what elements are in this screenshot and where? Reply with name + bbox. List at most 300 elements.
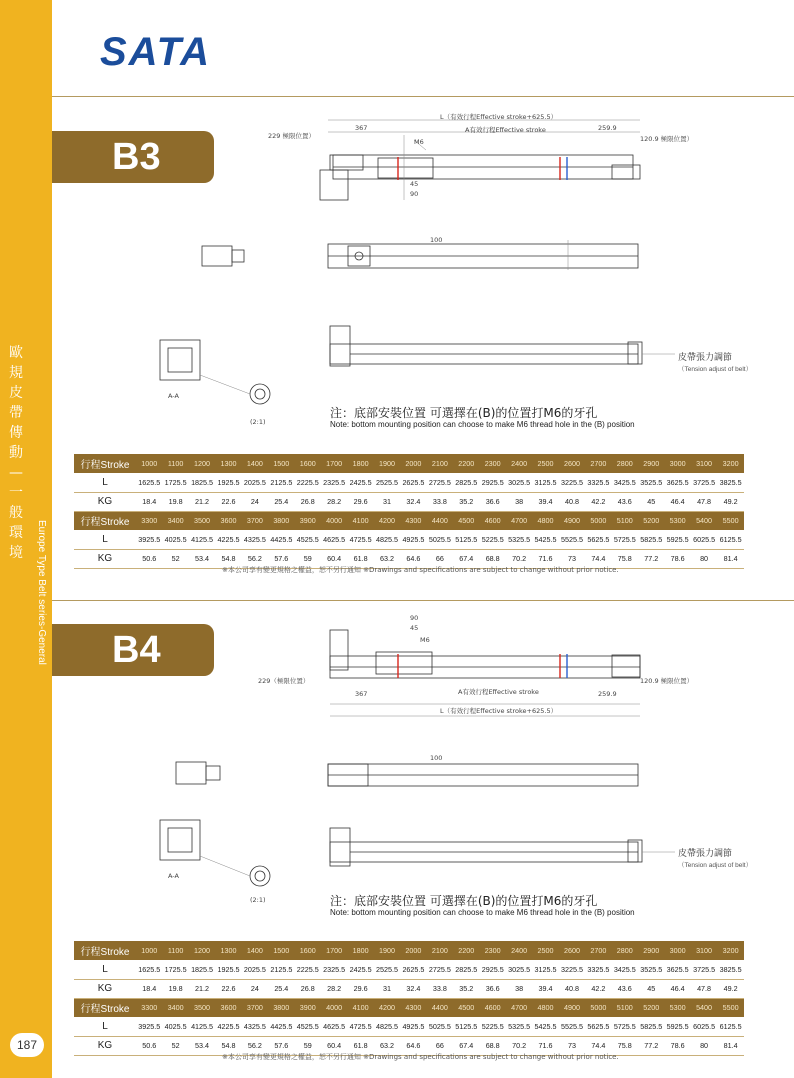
table-cell: 52: [162, 549, 188, 568]
spec-table-b4: [74, 941, 744, 1056]
note-cn: 注：底部安裝位置 可選擇在(B)的位置打M6的牙孔: [330, 406, 598, 420]
table-cell: 3100: [691, 941, 717, 960]
table-cell: 5425.5: [532, 530, 558, 549]
table-cell: 4125.5: [189, 530, 215, 549]
table-cell: 59: [295, 1036, 321, 1055]
table-row-l: [74, 530, 744, 549]
table-cell: 4325.5: [242, 530, 268, 549]
table-cell: 4200: [374, 511, 400, 530]
row-header: KG: [74, 979, 136, 998]
table-cell: 5125.5: [453, 1017, 479, 1036]
table-cell: 5300: [664, 998, 690, 1017]
table-cell: 5725.5: [612, 1017, 638, 1036]
table-cell: 1400: [242, 941, 268, 960]
table-row-stroke: [74, 941, 744, 960]
table-cell: 4100: [347, 511, 373, 530]
label-dim-90: 90: [410, 190, 419, 198]
table-cell: 57.6: [268, 1036, 294, 1055]
table-cell: 19.8: [162, 979, 188, 998]
table-cell: 3600: [215, 998, 241, 1017]
table-cell: 61.8: [347, 549, 373, 568]
table-cell: 19.8: [162, 492, 188, 511]
table-cell: 5725.5: [612, 530, 638, 549]
table-cell: 38: [506, 979, 532, 998]
table-cell: 40.8: [559, 979, 585, 998]
table-cell: 5025.5: [427, 1017, 453, 1036]
table-cell: 5925.5: [664, 530, 690, 549]
table-cell: 3625.5: [664, 473, 690, 492]
table-cell: 3700: [242, 998, 268, 1017]
table-cell: 5025.5: [427, 530, 453, 549]
table-cell: 1725.5: [162, 960, 188, 979]
table-cell: 32.4: [400, 492, 426, 511]
table-cell: 5225.5: [479, 530, 505, 549]
table-cell: 75.8: [612, 1036, 638, 1055]
table-cell: 25.4: [268, 492, 294, 511]
table-cell: 28.2: [321, 492, 347, 511]
table-cell: 5300: [664, 511, 690, 530]
table-cell: 49.2: [717, 979, 744, 998]
table-cell: 1300: [215, 454, 241, 473]
table-cell: 35.2: [453, 979, 479, 998]
table-cell: 1900: [374, 941, 400, 960]
table-cell: 1400: [242, 454, 268, 473]
table-cell: 50.6: [136, 1036, 162, 1055]
table-row-l: [74, 960, 744, 979]
table-cell: 26.8: [295, 492, 321, 511]
table-cell: 5500: [717, 998, 744, 1017]
table-cell: 1825.5: [189, 960, 215, 979]
table-cell: 60.4: [321, 549, 347, 568]
table-cell: 70.2: [506, 1036, 532, 1055]
table-cell: 2625.5: [400, 473, 426, 492]
row-header: KG: [74, 1036, 136, 1055]
table-cell: 3225.5: [559, 473, 585, 492]
table-cell: 1925.5: [215, 960, 241, 979]
table-cell: 6125.5: [717, 1017, 744, 1036]
table-cell: 4525.5: [295, 530, 321, 549]
table-cell: 3825.5: [717, 960, 744, 979]
table-cell: 4600: [479, 511, 505, 530]
table-cell: 52: [162, 1036, 188, 1055]
table-cell: 3125.5: [532, 473, 558, 492]
table-cell: 6125.5: [717, 530, 744, 549]
table-cell: 5325.5: [506, 530, 532, 549]
label-dim-367: 367: [355, 690, 368, 698]
table-cell: 5825.5: [638, 1017, 664, 1036]
table-cell: 5000: [585, 998, 611, 1017]
table-cell: 73: [559, 549, 585, 568]
label-detail-scale: (2:1): [250, 896, 266, 904]
table-cell: 3025.5: [506, 473, 532, 492]
table-cell: 21.2: [189, 979, 215, 998]
table-cell: 2825.5: [453, 960, 479, 979]
table-cell: 1625.5: [136, 960, 162, 979]
table-row-stroke: [74, 998, 744, 1017]
table-cell: 4300: [400, 511, 426, 530]
model-badge-b4: [52, 624, 214, 676]
table-cell: 74.4: [585, 549, 611, 568]
table-cell: 50.6: [136, 549, 162, 568]
label-limit-left: 229 極限位置）: [268, 132, 315, 140]
label-dim-90: 90: [410, 614, 419, 622]
table-cell: 49.2: [717, 492, 744, 511]
table-cell: 3800: [268, 511, 294, 530]
table-cell: 1100: [162, 941, 188, 960]
table-cell: 4025.5: [162, 1017, 188, 1036]
table-cell: 2100: [427, 454, 453, 473]
table-cell: 4500: [453, 998, 479, 1017]
table-cell: 2700: [585, 454, 611, 473]
row-header: KG: [74, 492, 136, 511]
table-cell: 33.8: [427, 492, 453, 511]
table-cell: 3500: [189, 511, 215, 530]
table-cell: 1700: [321, 454, 347, 473]
table-cell: 4825.5: [374, 530, 400, 549]
table-cell: 53.4: [189, 549, 215, 568]
table-cell: 2425.5: [347, 960, 373, 979]
table-cell: 3400: [162, 998, 188, 1017]
table-cell: 4900: [559, 511, 585, 530]
table-cell: 3225.5: [559, 960, 585, 979]
table-cell: 71.6: [532, 1036, 558, 1055]
table-cell: 2300: [479, 454, 505, 473]
tension-label-cn: 皮帶張力調節: [678, 849, 733, 859]
row-header: 行程Stroke: [74, 454, 136, 473]
table-cell: 3325.5: [585, 960, 611, 979]
table-cell: 2800: [612, 941, 638, 960]
table-cell: 53.4: [189, 1036, 215, 1055]
table-cell: 4800: [532, 998, 558, 1017]
table-cell: 4300: [400, 998, 426, 1017]
table-cell: 2725.5: [427, 473, 453, 492]
table-cell: 32.4: [400, 979, 426, 998]
table-cell: 4100: [347, 998, 373, 1017]
table-cell: 3000: [664, 454, 690, 473]
table-cell: 1000: [136, 941, 162, 960]
table-cell: 1900: [374, 454, 400, 473]
table-cell: 80: [691, 1036, 717, 1055]
category-title-cn: 歐規皮帶傳動 — 一般環境: [9, 345, 23, 561]
table-cell: 22.6: [215, 492, 241, 511]
table-cell: 2600: [559, 454, 585, 473]
table-row-kg: [74, 492, 744, 511]
table-cell: 1825.5: [189, 473, 215, 492]
table-cell: 42.2: [585, 979, 611, 998]
section-divider-b3: [52, 96, 794, 97]
table-cell: 4925.5: [400, 530, 426, 549]
label-limit-right: 120.9 極限位置）: [640, 677, 694, 685]
label-stroke-total: L（有效行程Effective stroke+625.5）: [440, 707, 558, 715]
table-cell: 2225.5: [295, 960, 321, 979]
table-cell: 2025.5: [242, 473, 268, 492]
table-cell: 3925.5: [136, 1017, 162, 1036]
table-cell: 66: [427, 549, 453, 568]
table-cell: 5425.5: [532, 1017, 558, 1036]
table-cell: 18.4: [136, 979, 162, 998]
model-name: B4: [112, 629, 161, 671]
table-cell: 4400: [427, 998, 453, 1017]
table-cell: 2500: [532, 454, 558, 473]
table-cell: 5100: [612, 511, 638, 530]
row-header: L: [74, 473, 136, 492]
label-dim-100: 100: [430, 236, 443, 244]
row-header: L: [74, 1017, 136, 1036]
table-cell: 29.6: [347, 979, 373, 998]
table-cell: 3425.5: [612, 960, 638, 979]
table-cell: 42.2: [585, 492, 611, 511]
table-cell: 36.6: [479, 492, 505, 511]
table-cell: 4925.5: [400, 1017, 426, 1036]
table-cell: 31: [374, 979, 400, 998]
label-dim-45: 45: [410, 624, 419, 632]
table-cell: 80: [691, 549, 717, 568]
table-cell: 4200: [374, 998, 400, 1017]
table-cell: 39.4: [532, 979, 558, 998]
label-dim-259: 259.9: [598, 124, 617, 132]
row-header: 行程Stroke: [74, 998, 136, 1017]
table-row-stroke: [74, 511, 744, 530]
table-cell: 59: [295, 549, 321, 568]
table-cell: 38: [506, 492, 532, 511]
table-cell: 4325.5: [242, 1017, 268, 1036]
table-cell: 25.4: [268, 979, 294, 998]
table-cell: 3725.5: [691, 473, 717, 492]
table-cell: 74.4: [585, 1036, 611, 1055]
table-cell: 3025.5: [506, 960, 532, 979]
table-cell: 2925.5: [479, 473, 505, 492]
table-cell: 5000: [585, 511, 611, 530]
table-cell: 3525.5: [638, 960, 664, 979]
table-cell: 3700: [242, 511, 268, 530]
table-cell: 33.8: [427, 979, 453, 998]
label-limit-left: 229（極限位置）: [258, 677, 310, 685]
table-cell: 4225.5: [215, 530, 241, 549]
table-cell: 2925.5: [479, 960, 505, 979]
table-cell: 1725.5: [162, 473, 188, 492]
table-cell: 45: [638, 492, 664, 511]
table-cell: 35.2: [453, 492, 479, 511]
row-header: L: [74, 960, 136, 979]
table-cell: 64.6: [400, 1036, 426, 1055]
table-cell: 3425.5: [612, 473, 638, 492]
table-cell: 45: [638, 979, 664, 998]
table-cell: 81.4: [717, 549, 744, 568]
table-cell: 4725.5: [347, 530, 373, 549]
tension-label-en: （Tension adjust of belt）: [678, 862, 753, 869]
table-cell: 2200: [453, 454, 479, 473]
model-name: B3: [112, 136, 161, 178]
table-cell: 1600: [295, 454, 321, 473]
table-cell: 2425.5: [347, 473, 373, 492]
table-cell: 3725.5: [691, 960, 717, 979]
note-cn: 注：底部安裝位置 可選擇在(B)的位置打M6的牙孔: [330, 894, 598, 908]
table-cell: 2525.5: [374, 473, 400, 492]
table-cell: 5200: [638, 998, 664, 1017]
table-cell: 4725.5: [347, 1017, 373, 1036]
table-cell: 3200: [717, 454, 744, 473]
table-cell: 2000: [400, 454, 426, 473]
label-dim-259: 259.9: [598, 690, 617, 698]
model-badge-b3: [52, 131, 214, 183]
table-cell: 21.2: [189, 492, 215, 511]
table-cell: 1800: [347, 941, 373, 960]
table-cell: 1600: [295, 941, 321, 960]
table-cell: 1925.5: [215, 473, 241, 492]
tension-label-en: （Tension adjust of belt）: [678, 366, 753, 373]
spec-table-b3: [74, 454, 744, 569]
table-cell: 71.6: [532, 549, 558, 568]
table-cell: 2400: [506, 941, 532, 960]
table-cell: 29.6: [347, 492, 373, 511]
table-cell: 66: [427, 1036, 453, 1055]
table-cell: 2025.5: [242, 960, 268, 979]
table-cell: 4700: [506, 998, 532, 1017]
table-cell: 77.2: [638, 1036, 664, 1055]
table-cell: 4000: [321, 998, 347, 1017]
table-cell: 3000: [664, 941, 690, 960]
label-stroke-effective: A有效行程Effective stroke: [465, 126, 546, 134]
table-cell: 54.8: [215, 1036, 241, 1055]
label-detail-scale: (2:1): [250, 418, 266, 426]
table-cell: 5400: [691, 998, 717, 1017]
table-cell: 18.4: [136, 492, 162, 511]
table-cell: 40.8: [559, 492, 585, 511]
label-section-aa: A-A: [168, 872, 179, 880]
table-cell: 1300: [215, 941, 241, 960]
label-section-aa: A-A: [168, 392, 179, 400]
table-cell: 2500: [532, 941, 558, 960]
label-m6: M6: [420, 636, 430, 644]
category-title-en: Europe Type Belt series-General: [36, 520, 47, 665]
table-cell: 68.8: [479, 549, 505, 568]
table-cell: 2525.5: [374, 960, 400, 979]
table-cell: 57.6: [268, 549, 294, 568]
table-row-stroke: [74, 454, 744, 473]
table-cell: 47.8: [691, 979, 717, 998]
table-cell: 81.4: [717, 1036, 744, 1055]
table-cell: 1000: [136, 454, 162, 473]
table-cell: 2900: [638, 454, 664, 473]
brand-logo: SATA: [100, 30, 211, 74]
table-cell: 3825.5: [717, 473, 744, 492]
table-cell: 47.8: [691, 492, 717, 511]
table-cell: 5500: [717, 511, 744, 530]
table-cell: 5200: [638, 511, 664, 530]
table-cell: 1800: [347, 454, 373, 473]
table-cell: 1625.5: [136, 473, 162, 492]
tension-label-cn: 皮帶張力調節: [678, 353, 733, 363]
table-cell: 4625.5: [321, 530, 347, 549]
table-cell: 28.2: [321, 979, 347, 998]
table-cell: 1700: [321, 941, 347, 960]
table-cell: 56.2: [242, 1036, 268, 1055]
table-cell: 75.8: [612, 549, 638, 568]
table-cell: 4525.5: [295, 1017, 321, 1036]
table-cell: 4700: [506, 511, 532, 530]
table-cell: 3300: [136, 998, 162, 1017]
table-cell: 2100: [427, 941, 453, 960]
table-cell: 3900: [295, 998, 321, 1017]
row-header: 行程Stroke: [74, 941, 136, 960]
table-cell: 5125.5: [453, 530, 479, 549]
table-cell: 5100: [612, 998, 638, 1017]
table-cell: 3200: [717, 941, 744, 960]
table-cell: 3625.5: [664, 960, 690, 979]
table-cell: 2400: [506, 454, 532, 473]
table-cell: 31: [374, 492, 400, 511]
table-cell: 4125.5: [189, 1017, 215, 1036]
table-cell: 2600: [559, 941, 585, 960]
label-dim-367: 367: [355, 124, 368, 132]
table-cell: 4825.5: [374, 1017, 400, 1036]
row-header: KG: [74, 549, 136, 568]
table-cell: 4425.5: [268, 530, 294, 549]
table-cell: 5525.5: [559, 530, 585, 549]
table-cell: 4225.5: [215, 1017, 241, 1036]
table-cell: 2125.5: [268, 473, 294, 492]
table-cell: 3125.5: [532, 960, 558, 979]
table-cell: 2300: [479, 941, 505, 960]
row-header: 行程Stroke: [74, 511, 136, 530]
table-row-kg: [74, 979, 744, 998]
table-cell: 5400: [691, 511, 717, 530]
table-cell: 2725.5: [427, 960, 453, 979]
table-cell: 36.6: [479, 979, 505, 998]
table-cell: 4000: [321, 511, 347, 530]
table-cell: 2625.5: [400, 960, 426, 979]
table-cell: 70.2: [506, 549, 532, 568]
table-cell: 3400: [162, 511, 188, 530]
table-cell: 4400: [427, 511, 453, 530]
table-row-l: [74, 1017, 744, 1036]
table-cell: 46.4: [664, 492, 690, 511]
table-cell: 64.6: [400, 549, 426, 568]
table-cell: 1500: [268, 454, 294, 473]
table-cell: 6025.5: [691, 1017, 717, 1036]
table-cell: 2700: [585, 941, 611, 960]
table-cell: 5925.5: [664, 1017, 690, 1036]
table-cell: 78.6: [664, 1036, 690, 1055]
table-cell: 61.8: [347, 1036, 373, 1055]
table-cell: 3525.5: [638, 473, 664, 492]
table-cell: 5625.5: [585, 530, 611, 549]
table-cell: 4625.5: [321, 1017, 347, 1036]
table-cell: 2325.5: [321, 473, 347, 492]
table-cell: 60.4: [321, 1036, 347, 1055]
table-cell: 24: [242, 492, 268, 511]
table-cell: 24: [242, 979, 268, 998]
disclaimer: ※本公司享有變更規格之權益，恕不另行通知 ※Drawings and specifications are subject to change without prior notice.: [222, 566, 619, 574]
table-cell: 4425.5: [268, 1017, 294, 1036]
table-cell: 4800: [532, 511, 558, 530]
table-cell: 6025.5: [691, 530, 717, 549]
note-en: Note: bottom mounting position can choose to make M6 thread hole in the (B) position: [330, 420, 635, 429]
table-cell: 2125.5: [268, 960, 294, 979]
label-dim-100: 100: [430, 754, 443, 762]
table-cell: 3300: [136, 511, 162, 530]
table-cell: 67.4: [453, 549, 479, 568]
table-cell: 63.2: [374, 1036, 400, 1055]
table-cell: 5325.5: [506, 1017, 532, 1036]
table-cell: 2200: [453, 941, 479, 960]
label-m6: M6: [414, 138, 424, 146]
table-cell: 3900: [295, 511, 321, 530]
table-cell: 46.4: [664, 979, 690, 998]
page-number: 187: [10, 1033, 44, 1057]
table-cell: 3325.5: [585, 473, 611, 492]
table-cell: 43.6: [612, 979, 638, 998]
